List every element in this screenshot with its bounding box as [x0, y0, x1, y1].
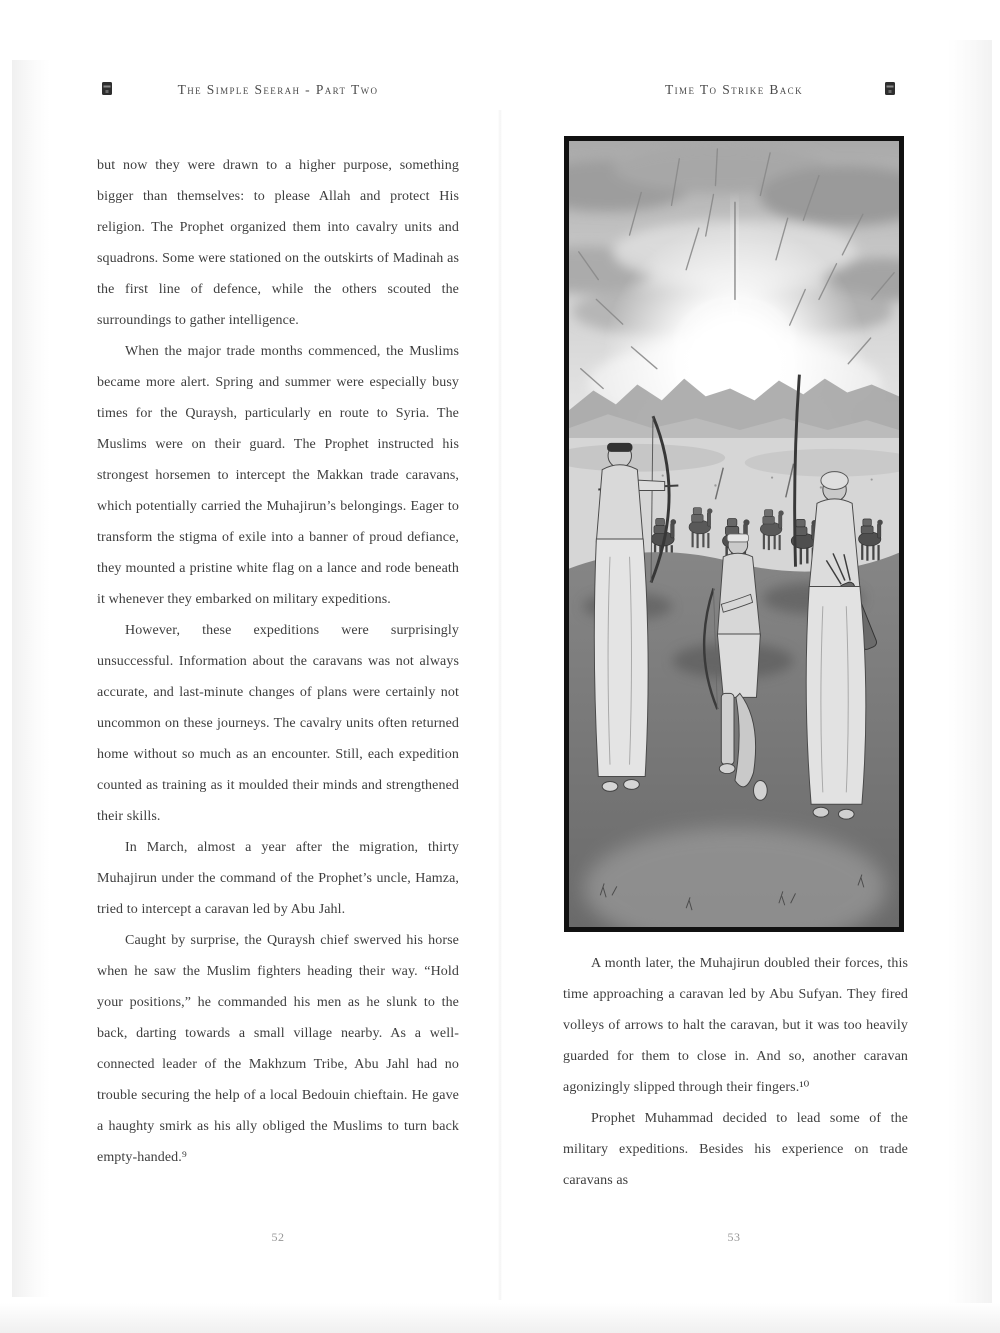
page-number-left: 52: [271, 1230, 285, 1244]
page-edge-shadow-right: [948, 40, 992, 1307]
right-page-title: Time To Strike Back: [665, 82, 803, 97]
page-edge-shadow-bottom: [0, 1303, 1000, 1333]
paragraph: but now they were drawn to a higher purpose, something bigger than themselves: to please Allah and protect His religion. The Prophet organized them into cavalry units and squadrons. Some were stationed on the outskirts of Madinah as the first line of defence, while the others scouted the surroundings to gather intelligence.: [97, 158, 459, 328]
paragraph: However, these expeditions were surprisingly unsuccessful. Information about the caravans was not always accurate, and last-minute changes of plans were certainly not uncommon on these journeys. The cavalry units often returned home without so much as an encounter. Still, each expedition counted as training as it moulded their minds and strengthened their skills.: [97, 623, 459, 824]
book-ornament-icon: [884, 81, 896, 96]
running-header-left: [97, 82, 459, 102]
paragraph: A month later, the Muhajirun doubled their forces, this time approaching a caravan led by Abu Sufyan. They fired volleys of arrows to halt the caravan, but it was too heavily guarded for them to close in. And so, another caravan agonizingly slipped through their fingers.¹⁰: [563, 956, 908, 1095]
running-header-right: [565, 82, 903, 102]
left-page-title: The Simple Seerah - Part Two: [177, 82, 379, 97]
illustration-frame: [564, 136, 904, 932]
paragraph: Prophet Muhammad decided to lead some of the military expeditions. Besides his experience on trade caravans as: [563, 1111, 908, 1188]
archers-and-caravan-illustration: [569, 141, 899, 927]
paragraph: In March, almost a year after the migration, thirty Muhajirun under the command of the Prophet’s uncle, Hamza, tried to intercept a caravan led by Abu Jahl.: [97, 840, 459, 917]
left-page-text-column: [97, 150, 459, 1173]
paragraph: Caught by surprise, the Quraysh chief swerved his horse when he saw the Muslim fighters heading their way. “Hold your positions,” he commanded his men as he slunk to the back, darting towards a small village nearby. As a well-connected leader of the Makhzum Tribe, Abu Jahl had no trouble securing the help of a local Bedouin chieftain. He gave a haughty smirk as his ally obliged the Muslims to turn back empty-handed.⁹: [97, 933, 459, 1165]
page-edge-shadow-left: [12, 60, 50, 1297]
book-center-seam: [498, 110, 502, 1300]
page-number-right: 53: [727, 1230, 741, 1244]
right-page-text-column: [563, 948, 908, 1196]
paragraph: When the major trade months commenced, the Muslims became more alert. Spring and summer were especially busy times for the Quraysh, particularly en route to Syria. The Muslims were on their guard. The Prophet instructed his strongest horsemen to intercept the Makkan trade caravans, which potentially carried the Muhajirun’s belongings. Eager to transform the stigma of exile into a banner of proud defiance, they mounted a pristine white flag on a lance and rode beneath it whenever they embarked on military expeditions.: [97, 344, 459, 607]
